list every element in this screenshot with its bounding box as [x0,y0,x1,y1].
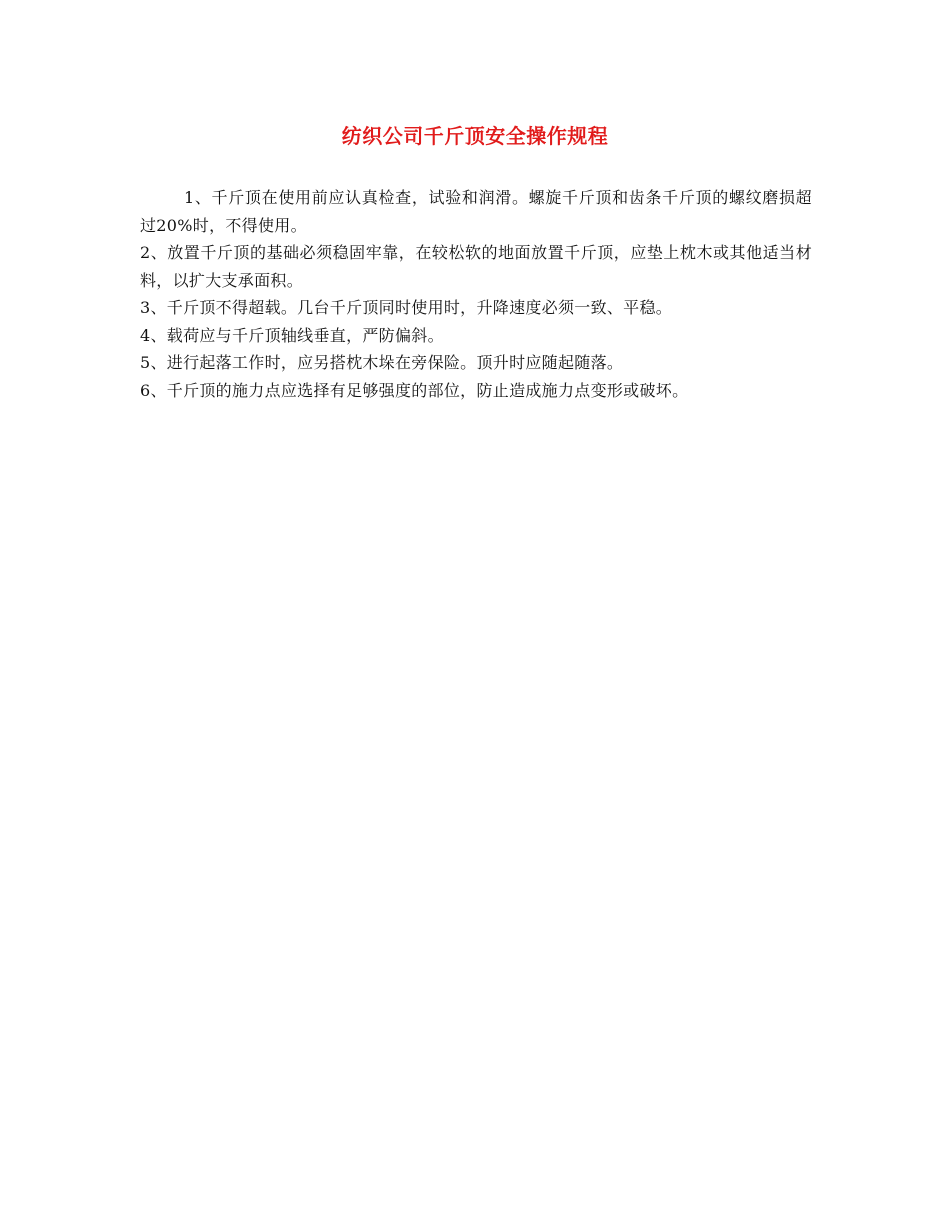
paragraph-1: 1、千斤顶在使用前应认真检查，试验和润滑。螺旋千斤顶和齿条千斤顶的螺纹磨损超过20%时，不得使用。 [140,188,812,235]
document-body [140,184,812,404]
paragraph-2: 2、放置千斤顶的基础必须稳固牢靠，在较松软的地面放置千斤顶，应垫上枕木或其他适当材料，以扩大支承面积。 [140,243,812,290]
paragraph-3: 3、千斤顶不得超载。几台千斤顶同时使用时，升降速度必须一致、平稳。 [140,298,673,317]
document-title: 纺织公司千斤顶安全操作规程 [341,124,609,148]
paragraph-5: 5、进行起落工作时，应另搭枕木垛在旁保险。顶升时应随起随落。 [140,353,624,372]
paragraph-6: 6、千斤顶的施力点应选择有足够强度的部位，防止造成施力点变形或破坏。 [140,380,689,400]
paragraph-4: 4、载荷应与千斤顶轴线垂直，严防偏斜。 [140,325,444,345]
